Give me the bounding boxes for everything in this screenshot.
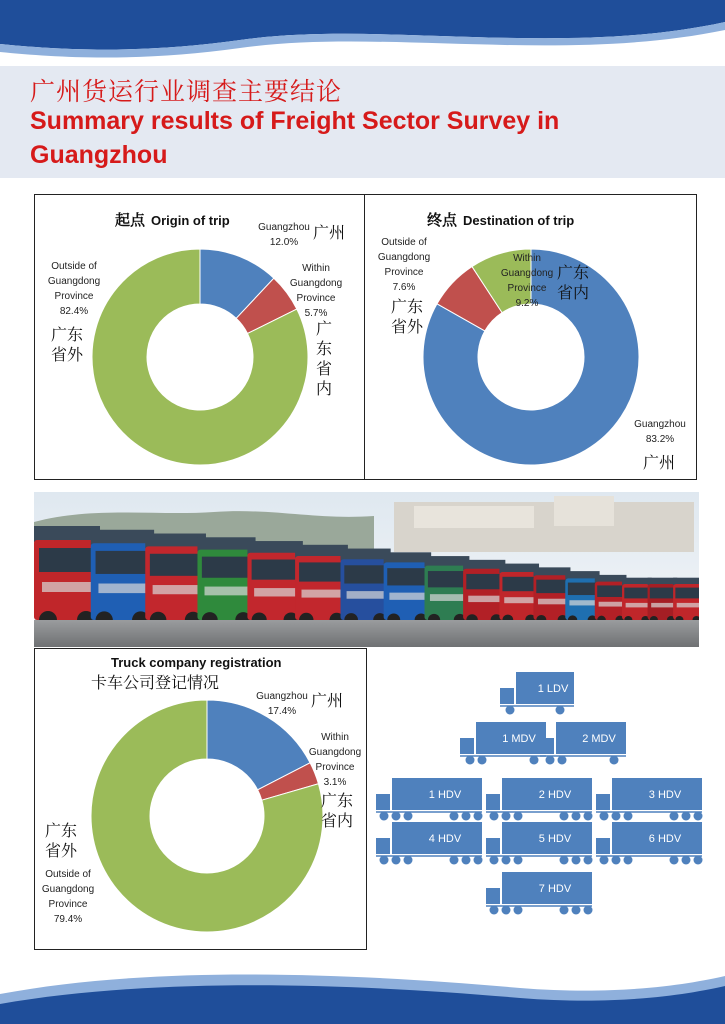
origin-chart-title-cn: 起点 <box>115 211 146 229</box>
truck-illustration <box>34 526 100 629</box>
origin-label-within-cn <box>315 319 333 399</box>
truck-illustration <box>533 567 570 625</box>
truck-illustration <box>91 530 154 629</box>
origin-label-outside <box>39 259 109 319</box>
truck-illustration <box>197 537 255 628</box>
dest-within-l1: Within <box>513 253 541 264</box>
truck-illustration <box>463 560 505 626</box>
origin-out-l1: Outside of <box>51 261 97 272</box>
reg-label-within <box>305 730 365 790</box>
dest-label-within-cn <box>557 263 589 303</box>
reg-within-l2: Guangdong <box>308 747 362 758</box>
reg-out-cn-2: 省外 <box>45 841 78 860</box>
reg-label-guangzhou-cn: 广州 <box>311 691 344 710</box>
top-wave-banner <box>0 0 725 70</box>
vehicle-label: 5 HDV <box>538 833 572 845</box>
page-title-cn: 广州货运行业调查主要结论 <box>30 77 343 106</box>
vehicle-label: 1 LDV <box>537 683 569 695</box>
destination-chart-panel <box>364 194 697 480</box>
truck-fleet-photo <box>34 492 699 647</box>
reg-out-l2: Guangdong <box>41 884 95 895</box>
reg-label-outside <box>35 867 101 927</box>
truck-illustration <box>247 541 302 628</box>
registration-chart-title-cn: 卡车公司登记情况 <box>91 673 220 692</box>
origin-within-cn-1: 广 <box>315 319 332 338</box>
dest-label-within <box>495 251 559 311</box>
truck-illustration <box>648 578 678 624</box>
vehicle-3-hdv <box>596 778 703 821</box>
reg-gz-pct: 17.4% <box>267 706 297 717</box>
reg-within-cn-1: 广东 <box>321 791 354 810</box>
vehicle-label: 2 MDV <box>582 733 616 745</box>
dest-out-l1: Outside of <box>381 237 427 248</box>
truck-illustration <box>565 571 599 625</box>
reg-label-guangzhou <box>251 689 313 719</box>
dest-within-cn-2: 省内 <box>557 283 590 302</box>
vehicle-label: 3 HDV <box>648 789 682 801</box>
origin-out-l3: Province <box>54 291 94 302</box>
origin-within-l3: Province <box>296 293 336 304</box>
vehicle-2-mdv <box>540 722 626 765</box>
origin-out-cn-1: 广东 <box>51 325 84 344</box>
truck-illustration <box>595 575 627 624</box>
reg-out-pct: 79.4% <box>53 914 83 925</box>
reg-gz-name: Guangzhou <box>256 691 308 702</box>
origin-out-l2: Guangdong <box>47 276 101 287</box>
vehicle-label: 7 HDV <box>538 883 572 895</box>
vehicle-6-hdv <box>596 822 703 865</box>
registration-chart-title: Truck company registration <box>111 655 282 670</box>
destination-chart-title-en: Destination of trip <box>463 213 575 228</box>
truck-illustration <box>341 549 391 627</box>
dest-out-l3: Province <box>384 267 424 278</box>
dest-label-outside-cn <box>391 297 423 337</box>
origin-within-l1: Within <box>302 263 330 274</box>
origin-within-pct: 5.7% <box>304 308 328 319</box>
origin-label-within <box>283 261 349 321</box>
truck-illustration <box>673 578 699 624</box>
origin-within-l2: Guangdong <box>289 278 343 289</box>
vehicle-label: 4 HDV <box>428 833 462 845</box>
destination-chart-title <box>427 209 574 230</box>
dest-label-guangzhou-cn: 广州 <box>643 453 676 472</box>
dest-gz-name: Guangzhou <box>634 419 686 430</box>
truck-illustration <box>622 578 652 624</box>
truck-illustration <box>425 556 470 626</box>
reg-within-pct: 3.1% <box>323 777 347 788</box>
vehicle-1-ldv <box>500 672 574 715</box>
dest-out-pct: 7.6% <box>392 282 416 293</box>
vehicle-class-diagram <box>370 660 705 920</box>
dest-within-l3: Province <box>507 283 547 294</box>
vehicle-7-hdv <box>486 872 593 915</box>
reg-label-within-cn <box>321 791 353 831</box>
truck-illustration <box>295 545 348 627</box>
origin-chart-title-en: Origin of trip <box>151 213 230 228</box>
reg-within-cn-2: 省内 <box>321 811 354 830</box>
bottom-wave-banner <box>0 954 725 1024</box>
page-title-en: Summary results of Freight Sector Survey in Guangzhou <box>30 107 560 169</box>
truck-illustration <box>145 534 206 629</box>
dest-out-cn-1: 广东 <box>391 297 424 316</box>
origin-label-outside-cn <box>51 325 83 365</box>
origin-out-pct: 82.4% <box>59 306 89 317</box>
vehicle-label: 1 MDV <box>502 733 536 745</box>
vehicle-5-hdv <box>486 822 593 865</box>
dest-within-pct: 9.2% <box>515 298 539 309</box>
reg-out-l1: Outside of <box>45 869 91 880</box>
reg-out-l3: Province <box>48 899 88 910</box>
reg-label-outside-cn <box>45 821 77 861</box>
origin-chart-title <box>115 209 230 230</box>
dest-within-l2: Guangdong <box>500 268 554 279</box>
dest-gz-pct: 83.2% <box>645 434 675 445</box>
dest-within-cn-1: 广东 <box>557 263 590 282</box>
origin-gz-pct: 12.0% <box>269 237 299 248</box>
reg-within-l3: Province <box>315 762 355 773</box>
origin-within-cn-3: 省 <box>315 359 332 378</box>
vehicle-2-hdv <box>486 778 593 821</box>
registration-chart-panel <box>34 648 367 950</box>
origin-label-guangzhou <box>253 220 315 250</box>
vehicle-1-hdv <box>376 778 483 821</box>
dest-out-l2: Guangdong <box>377 252 431 263</box>
origin-gz-name: Guangzhou <box>258 222 310 233</box>
dest-out-cn-2: 省外 <box>391 317 424 336</box>
origin-within-cn-4: 内 <box>315 379 332 398</box>
truck-illustration <box>499 564 539 626</box>
vehicle-1-mdv <box>460 722 546 765</box>
origin-label-guangzhou-cn: 广州 <box>313 223 346 242</box>
destination-chart-title-cn: 终点 <box>427 211 458 229</box>
dest-label-outside <box>369 235 439 295</box>
vehicle-label: 6 HDV <box>648 833 682 845</box>
dest-label-guangzhou <box>629 417 691 447</box>
vehicle-label: 1 HDV <box>428 789 462 801</box>
vehicle-label: 2 HDV <box>538 789 572 801</box>
reg-within-l1: Within <box>321 732 349 743</box>
origin-out-cn-2: 省外 <box>51 345 84 364</box>
truck-illustration <box>384 552 432 626</box>
origin-within-cn-2: 东 <box>315 339 332 358</box>
vehicle-4-hdv <box>376 822 483 865</box>
origin-chart-panel <box>34 194 366 480</box>
reg-out-cn-1: 广东 <box>45 821 78 840</box>
